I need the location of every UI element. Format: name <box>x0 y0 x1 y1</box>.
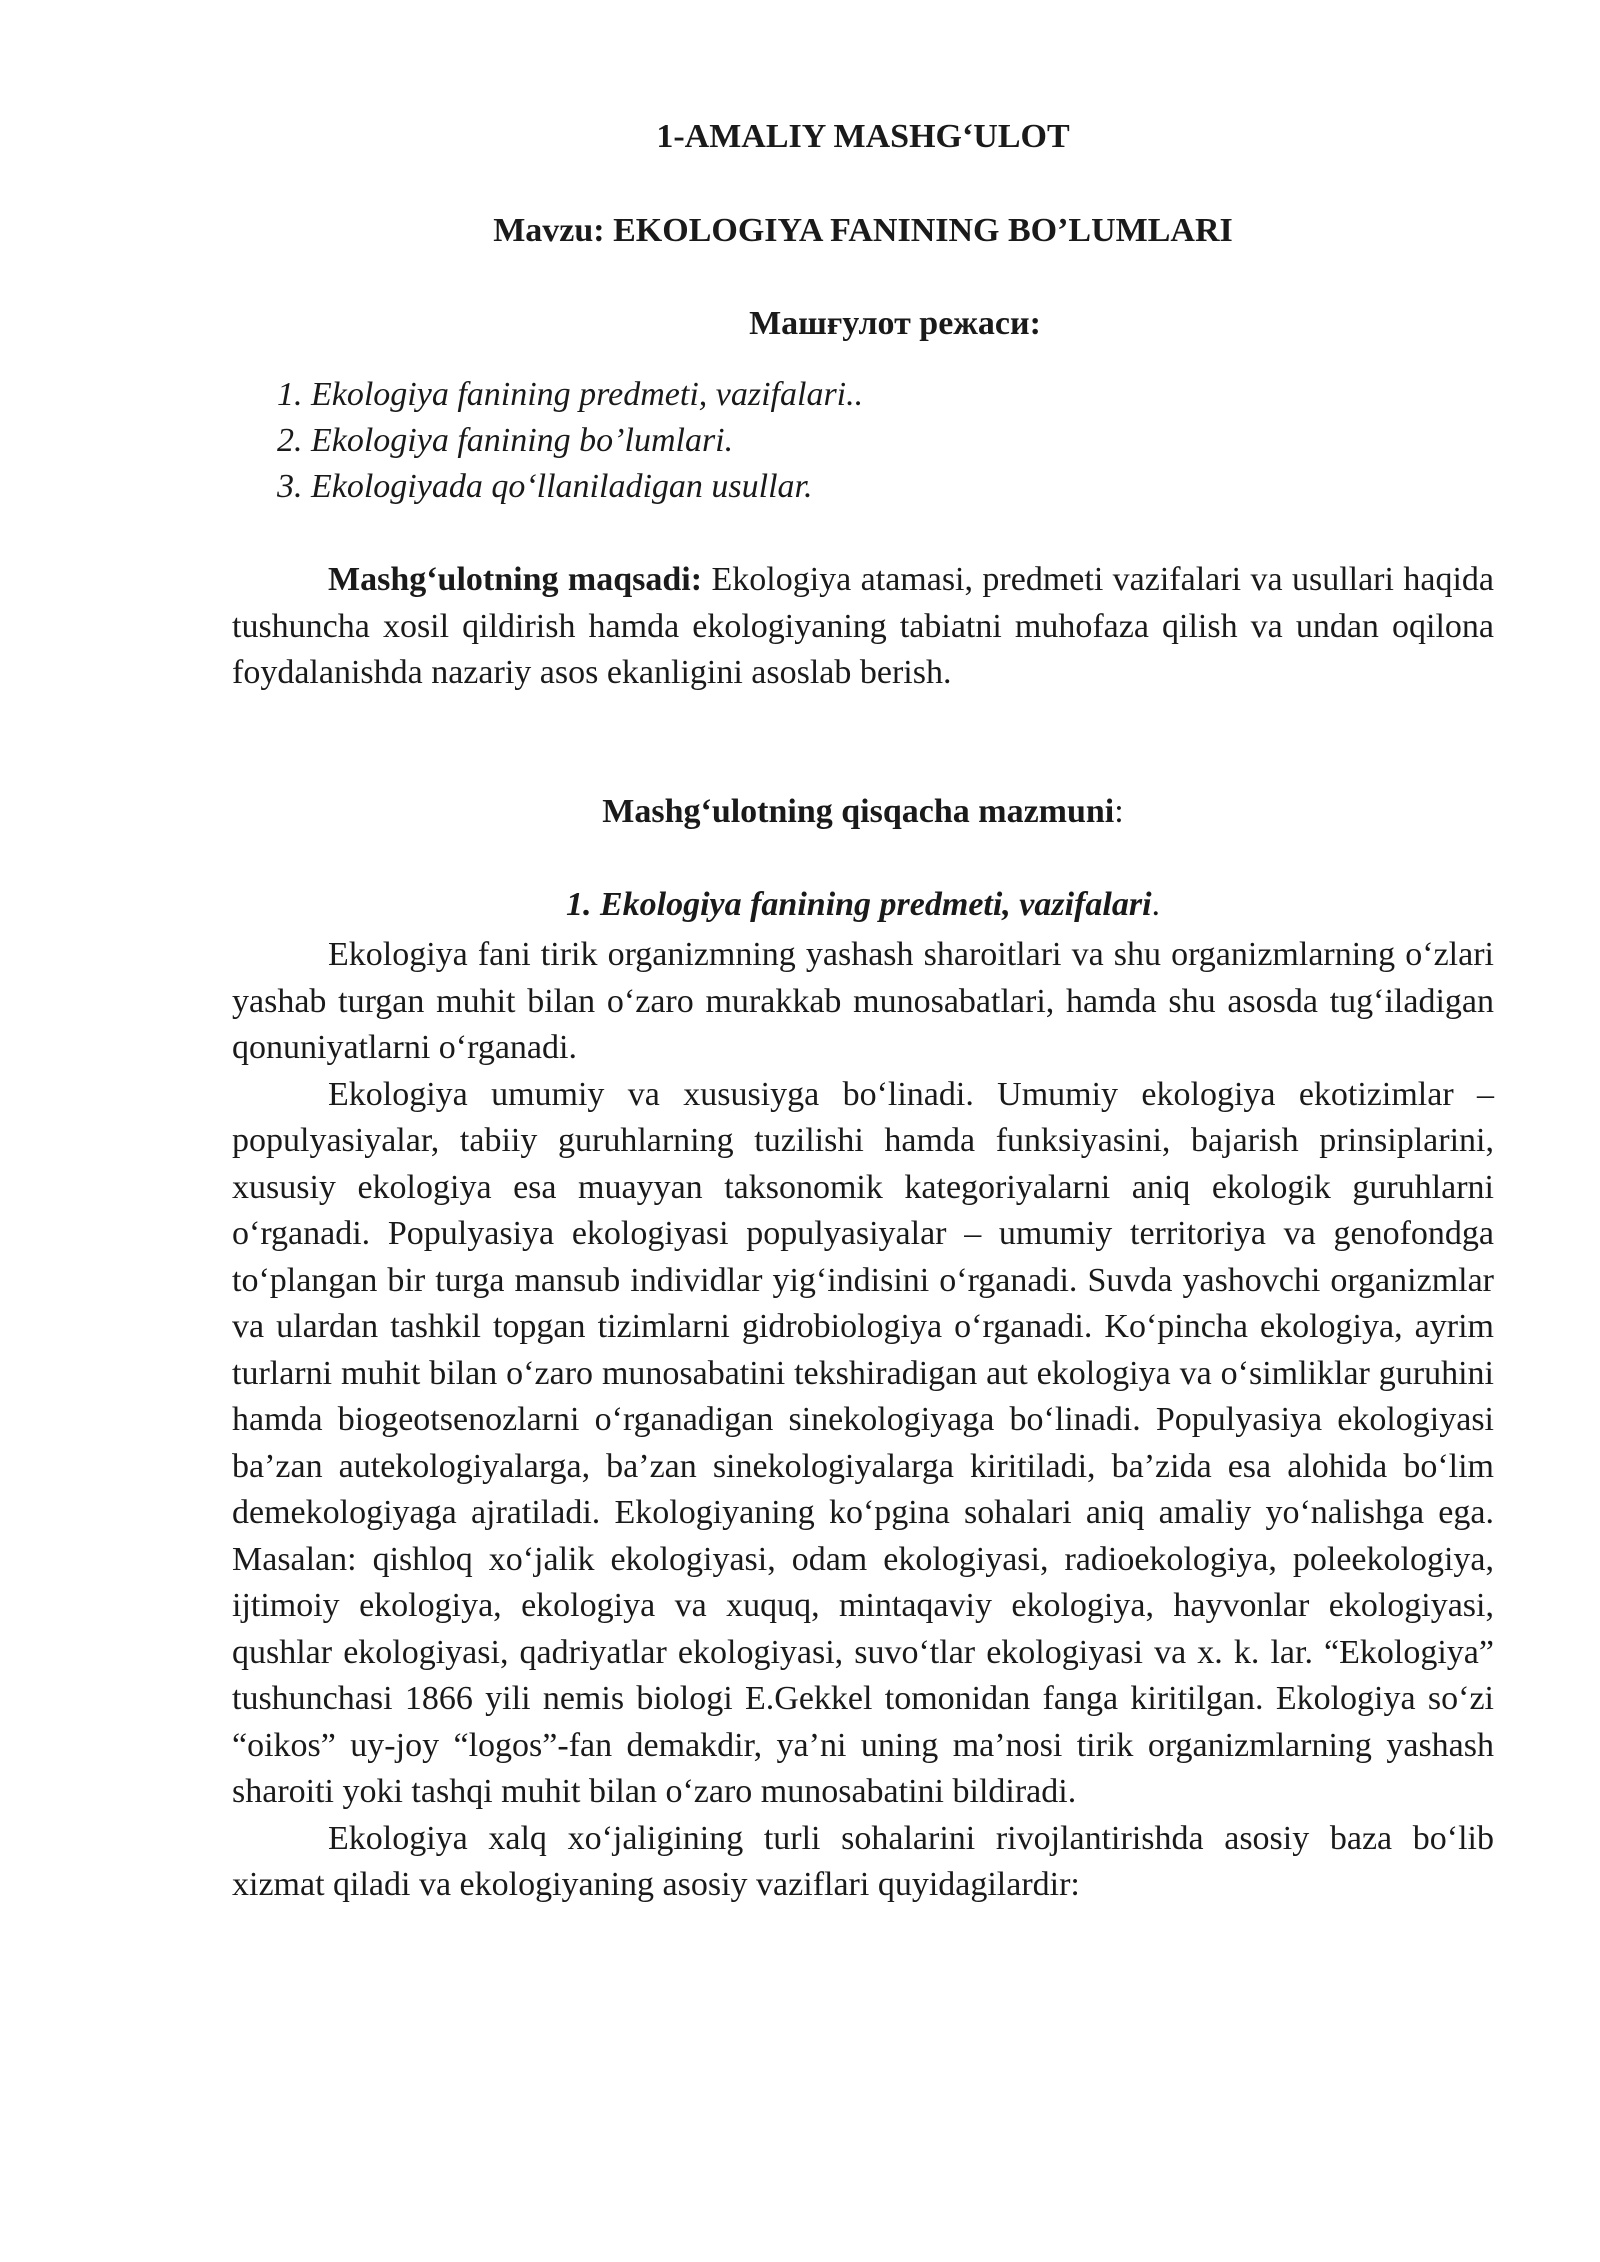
body-paragraph: Ekologiya fani tirik organizmning yashash sharoitlari va shu organizmlarning o‘zlari yashab turgan muhit bilan o‘zaro murakkab munosabatlari, hamda shu asosda tug‘iladigan qonuniyatlarni o‘rganadi. <box>232 936 1494 1066</box>
body-text <box>232 932 1494 1909</box>
body-paragraph: Ekologiya xalq xo‘jaligining turli sohalarini rivojlantirishda asosiy baza bo‘lib xizmat qiladi va ekologiyaning asosiy vaziflari quyidagilardir: <box>232 1819 1494 1903</box>
section-heading-text: 1. Ekologiya fanining predmeti, vazifalari <box>565 886 1152 923</box>
goal-text: Ekologiya atamasi, predmeti vazifalari va usullari haqida tushuncha xosil qildirish hamda ekologiyaning tabiatni muhofaza qilish va undan oqilona foydalanishda nazariy asos ekanligini asoslab berish. <box>232 561 1494 691</box>
plan-item: 2. Ekologiya fanining bo’lumlari. <box>277 422 734 459</box>
plan-item: 3. Ekologiyada qo‘llaniladigan usullar. <box>277 468 813 505</box>
body-paragraph: Ekologiya umumiy va xususiyga bo‘linadi. Umumiy ekologiya ekotizimlar – populyasiyalar, tabiiy guruhlarning tuzilishi hamda funksiyasini, bajarish prinsiplarini, xususiy ekologiya esa muayyan taksonomik kategoriyalarni aniq ekologik guruhlarni o‘rganadi. Populyasiya ekologiyasi populyasiyalar – umumiy territoriya va genofondga to‘plangan bir turga mansub individlar yig‘indisini o‘rganadi. Suvda yashovchi organizmlar va ulardan tashkil topgan tizimlarni gidrobiologiya o‘rganadi. Ko‘pincha ekologiya, ayrim turlarni muhit bilan o‘zaro munosabatini tekshiradigan aut ekologiya va o‘simliklar guruhini hamda biogeotsenozlarni o‘rganadigan sinekologiyaga bo‘linadi. Populyasiya ekologiyasi ba’zan autekologiyalarga, ba’zan sinekologiyalarga kiritiladi, ba’zida esa alohida bo‘lim demekologiyaga ajratiladi. Ekologiyaning ko‘pgina sohalari aniq amaliy yo‘nalishga ega. Masalan: qishloq xo‘jalik ekologiyasi, odam ekologiyasi, radioekologiya, poleekologiya, ijtimoiy ekologiya, ekologiya va xuquq, mintaqaviy ekologiya, hayvonlar ekologiyasi, qushlar ekologiyasi, qadriyatlar ekologiyasi, suvo‘tlar ekologiyasi va x. k. lar. “Ekologiya” tushunchasi 1866 yili nemis biologi E.Gekkel tomonidan fanga kiritilgan. Ekologiya so‘zi “oikos” uy-joy “logos”-fan demakdir, ya’ni uning ma’nosi tirik organizmlarning yashash sharoiti yoki tashqi muhit bilan o‘zaro munosabatini bildiradi. <box>232 1075 1494 1810</box>
topic-heading: Mavzu: EKOLOGIYA FANINING BO’LUMLARI <box>493 212 1233 249</box>
section-heading <box>0 883 1600 927</box>
summary-heading <box>0 790 1600 834</box>
document-title: 1-AMALIY MASHG‘ULOT <box>656 118 1070 155</box>
summary-heading-colon: : <box>1114 793 1124 830</box>
plan-heading: Машғулот режаси: <box>749 305 1041 342</box>
goal-paragraph <box>232 557 1494 697</box>
goal-label: Mashg‘ulotning maqsadi: <box>328 561 703 598</box>
plan-item: 1. Ekologiya fanining predmeti, vazifalari.. <box>277 376 864 413</box>
plan-list <box>277 372 863 510</box>
summary-heading-text: Mashg‘ulotning qisqacha mazmuni <box>602 793 1115 830</box>
section-heading-dot: . <box>1151 886 1161 923</box>
